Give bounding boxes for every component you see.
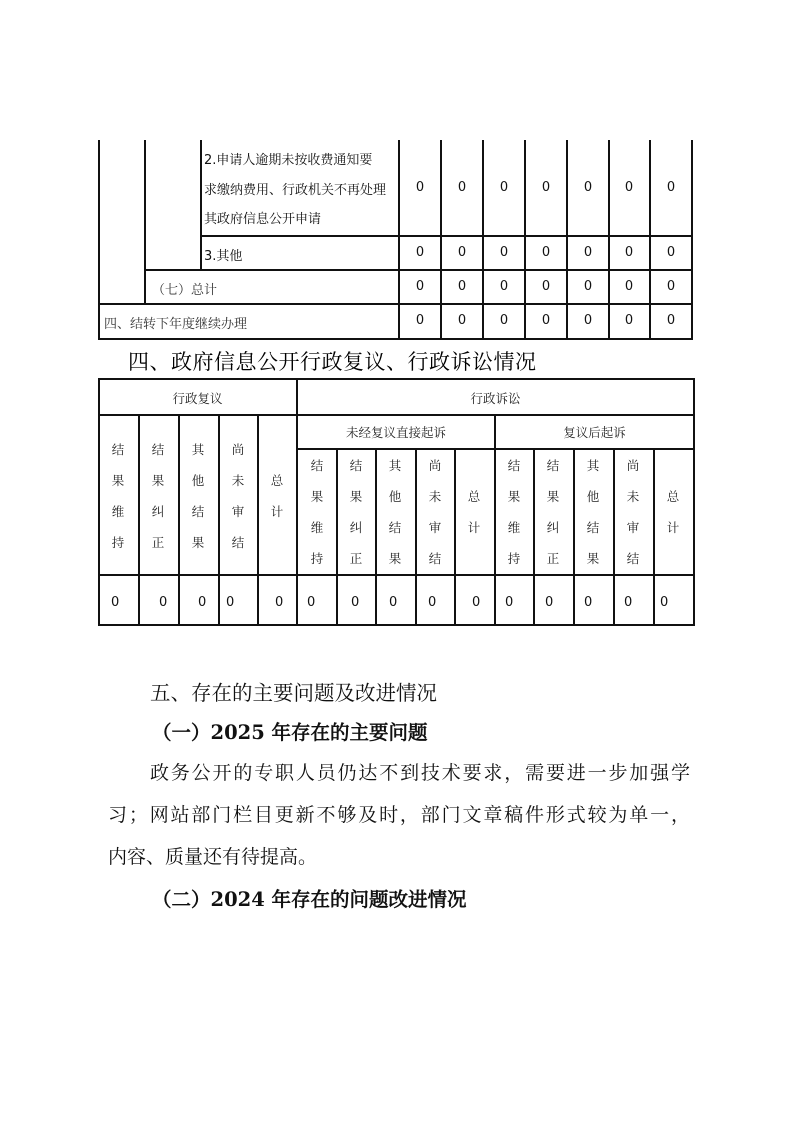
value-cell: 0 [275, 595, 284, 610]
value-cell: 0 [583, 245, 593, 260]
col-header-corrected: 结 果 纠 正 [349, 458, 363, 566]
value-cell: 0 [415, 313, 425, 328]
table-border [98, 140, 100, 339]
value-cell: 0 [666, 180, 676, 195]
table-border [200, 235, 693, 237]
table-border [98, 378, 695, 380]
col-header-pending: 尚 未 审 结 [428, 458, 442, 566]
value-cell: 0 [583, 313, 593, 328]
value-cell: 0 [457, 313, 467, 328]
value-cell: 0 [499, 313, 509, 328]
col-header-other: 其 他 结 果 [388, 458, 402, 566]
value-cell: 0 [666, 313, 676, 328]
value-cell: 0 [499, 245, 509, 260]
disclosure-handling-table [98, 140, 692, 339]
paragraph-line: 政务公开的专职人员仍达不到技术要求，需要进一步加强学 [150, 762, 690, 784]
row-label-line: 2.申请人逾期未按收费通知要 [204, 153, 373, 168]
table-border [98, 338, 693, 340]
value-cell: 0 [307, 595, 316, 610]
value-cell: 0 [624, 180, 634, 195]
table-border [649, 140, 651, 339]
value-cell: 0 [415, 279, 425, 294]
paragraph-line: 内容、质量还有待提高。 [108, 846, 318, 868]
table-border [482, 140, 484, 339]
value-cell: 0 [624, 313, 634, 328]
row-label-line: 其政府信息公开申请 [204, 212, 322, 227]
table-border [398, 140, 400, 339]
col-header-other: 其 他 结 果 [586, 458, 600, 566]
value-cell: 0 [499, 279, 509, 294]
table-border [144, 140, 146, 304]
col-header-total: 总 计 [467, 489, 481, 535]
table-border [98, 574, 695, 576]
value-cell: 0 [584, 595, 593, 610]
header-direct-suit: 未经复议直接起诉 [345, 425, 446, 440]
value-cell: 0 [666, 279, 676, 294]
value-cell: 0 [499, 180, 509, 195]
value-cell: 0 [226, 595, 235, 610]
value-cell: 0 [583, 180, 593, 195]
col-header-upheld: 结 果 维 持 [507, 458, 521, 566]
value-cell: 0 [415, 180, 425, 195]
table-border [566, 140, 568, 339]
value-cell: 0 [624, 279, 634, 294]
table-border [144, 269, 693, 271]
value-cell: 0 [624, 595, 633, 610]
value-cell: 0 [428, 595, 437, 610]
value-cell: 0 [457, 279, 467, 294]
value-cell: 0 [111, 595, 120, 610]
col-header-total: 总 计 [270, 473, 284, 519]
section-heading: 四、政府信息公开行政复议、行政诉讼情况 [128, 350, 537, 374]
col-header-pending: 尚 未 审 结 [626, 458, 640, 566]
value-cell: 0 [660, 595, 669, 610]
value-cell: 0 [583, 279, 593, 294]
value-cell: 0 [159, 595, 168, 610]
col-header-corrected: 结 果 纠 正 [151, 442, 165, 550]
header-suit-after-review: 复议后起诉 [563, 425, 626, 440]
table-border [440, 140, 442, 339]
table-border [524, 140, 526, 339]
table-border [200, 140, 202, 270]
table-border [608, 140, 610, 339]
row-label: 四、结转下年度继续办理 [104, 317, 248, 332]
row-label: 3.其他 [204, 249, 243, 264]
col-header-upheld: 结 果 维 持 [310, 458, 324, 566]
col-header-other: 其 他 结 果 [191, 442, 205, 550]
value-cell: 0 [351, 595, 360, 610]
col-header-pending: 尚 未 审 结 [231, 442, 245, 550]
value-cell: 0 [541, 180, 551, 195]
row-label-line: 求缴纳费用、行政机关不再处理 [204, 183, 387, 198]
value-cell: 0 [624, 245, 634, 260]
table-border [693, 378, 695, 626]
value-cell: 0 [415, 245, 425, 260]
table-border [98, 624, 695, 626]
subsection-heading: （二）2024 年存在的问题改进情况 [152, 888, 467, 911]
value-cell: 0 [457, 180, 467, 195]
section-heading: 五、存在的主要问题及改进情况 [150, 681, 437, 705]
table-border [98, 303, 693, 305]
col-header-total: 总 计 [666, 489, 680, 535]
table-border [691, 140, 693, 339]
row-label: （七）总计 [152, 283, 218, 298]
paragraph-line: 习；网站部门栏目更新不够及时，部门文章稿件形式较为单一， [108, 804, 690, 826]
table-border [98, 414, 695, 416]
value-cell: 0 [541, 279, 551, 294]
value-cell: 0 [545, 595, 554, 610]
header-admin-litigation: 行政诉讼 [470, 391, 521, 406]
review-litigation-table [98, 378, 694, 626]
value-cell: 0 [198, 595, 207, 610]
subsection-heading: （一）2025 年存在的主要问题 [152, 721, 428, 744]
value-cell: 0 [457, 245, 467, 260]
value-cell: 0 [389, 595, 398, 610]
value-cell: 0 [666, 245, 676, 260]
header-admin-review: 行政复议 [172, 391, 223, 406]
value-cell: 0 [541, 313, 551, 328]
value-cell: 0 [505, 595, 514, 610]
col-header-corrected: 结 果 纠 正 [546, 458, 560, 566]
value-cell: 0 [541, 245, 551, 260]
value-cell: 0 [472, 595, 481, 610]
col-header-upheld: 结 果 维 持 [111, 442, 125, 550]
